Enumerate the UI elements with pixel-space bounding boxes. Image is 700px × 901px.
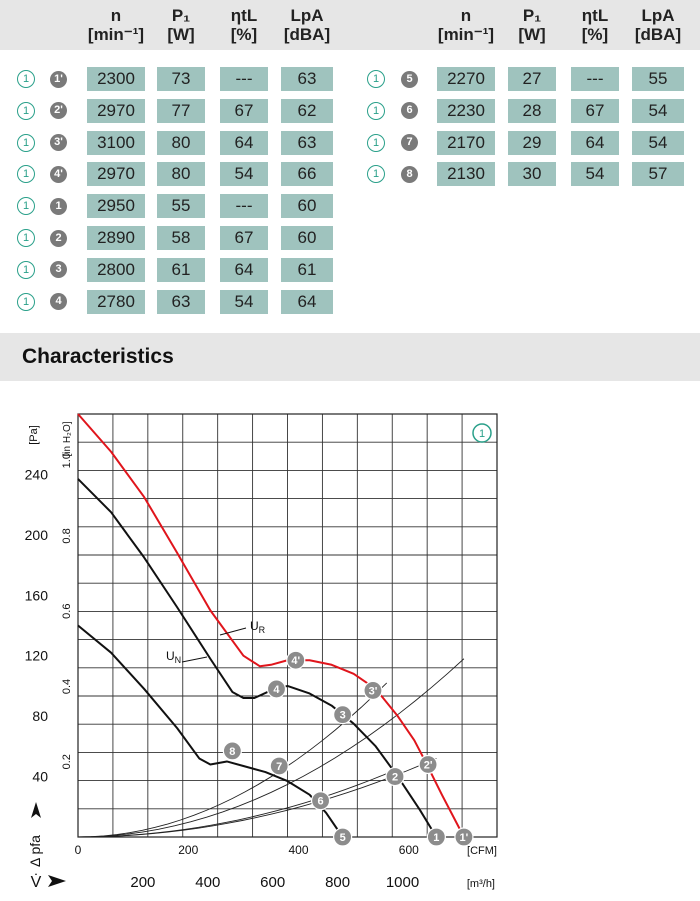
y-tick-pa: 80 — [32, 708, 48, 725]
value-p1: 73 — [157, 67, 205, 91]
value-lpa: 66 — [281, 162, 333, 186]
x-axis-symbol: V̇ — [30, 874, 42, 891]
operating-point-label: 4' — [291, 655, 301, 668]
operating-point-label: 3 — [339, 709, 346, 722]
x-axis-arrow — [48, 875, 66, 887]
value-eta: 64 — [220, 131, 268, 155]
curve-badge: 4 — [50, 293, 67, 310]
operating-point-icon: 1 — [17, 293, 35, 311]
header-n-right — [431, 6, 501, 44]
value-p1: 29 — [508, 131, 556, 155]
value-eta: --- — [571, 67, 619, 91]
y-tick-pa: 240 — [24, 466, 48, 483]
curve-label-un-leader — [182, 657, 207, 662]
operating-point-icon: 1 — [367, 165, 385, 183]
header-eta-left — [214, 6, 274, 44]
header-n-left — [81, 6, 151, 44]
value-lpa: 55 — [632, 67, 684, 91]
value-p1: 80 — [157, 162, 205, 186]
operating-point-icon: 1 — [17, 70, 35, 88]
curve-badge: 1 — [50, 198, 67, 215]
y-axis-symbol: Δ pfa — [27, 835, 43, 867]
value-eta: 67 — [220, 99, 268, 123]
curve-badge: 8 — [401, 166, 418, 183]
operating-point-icon: 1 — [17, 197, 35, 215]
header-unit: [%] — [230, 25, 258, 44]
y-tick-inh2o: 0.6 — [61, 603, 73, 619]
value-n: 2970 — [87, 99, 145, 123]
header-unit: [W] — [167, 25, 195, 44]
curve-label-un: $U_N$ — [166, 649, 182, 665]
header-eta-right — [565, 6, 625, 44]
characteristics-chart — [0, 381, 700, 901]
operating-point-label: 8 — [229, 745, 236, 758]
header-symbol: P₁ — [171, 6, 191, 25]
value-p1: 58 — [157, 226, 205, 250]
curve-badge: 5 — [401, 71, 418, 88]
y-axis-arrow — [31, 802, 41, 818]
curve-badge: 4' — [50, 166, 67, 183]
header-symbol: P₁ — [522, 6, 542, 25]
header-unit: [dBA] — [283, 25, 331, 44]
curve-badge: 1' — [50, 71, 67, 88]
x-tick-m3h: 800 — [325, 874, 351, 891]
x-tick-m3h: 400 — [195, 874, 221, 891]
operating-point-label: 1' — [459, 832, 469, 844]
value-eta: 54 — [220, 162, 268, 186]
value-eta: --- — [220, 67, 268, 91]
x-tick-m3h: 200 — [130, 874, 156, 891]
header-p1-left — [151, 6, 211, 44]
curve-badge: 2' — [50, 102, 67, 119]
curve-set-label: 1 — [478, 428, 486, 440]
header-unit: [dBA] — [634, 25, 682, 44]
value-n: 2890 — [87, 226, 145, 250]
curve-badge: 3' — [50, 134, 67, 151]
operating-point-icon: 1 — [17, 102, 35, 120]
curve-badge: 2 — [50, 230, 67, 247]
x-tick-cfm: 0 — [74, 843, 82, 857]
operating-point-label: 1 — [433, 832, 440, 844]
header-symbol: ηtL — [230, 6, 258, 25]
header-symbol: n — [110, 6, 122, 25]
value-lpa: 57 — [632, 162, 684, 186]
x-tick-m3h: 600 — [260, 874, 286, 891]
header-symbol: LpA — [641, 6, 675, 25]
value-lpa: 63 — [281, 131, 333, 155]
value-eta: 54 — [571, 162, 619, 186]
value-lpa: 60 — [281, 226, 333, 250]
operating-point-label: 5 — [339, 832, 346, 844]
operating-point-icon: 1 — [17, 229, 35, 247]
header-unit: [%] — [581, 25, 609, 44]
y-unit-pa: [Pa] — [28, 425, 40, 445]
header-symbol: ηtL — [581, 6, 609, 25]
operating-point-icon: 1 — [17, 134, 35, 152]
value-n: 2170 — [437, 131, 495, 155]
y-tick-inh2o: 0.4 — [61, 678, 73, 695]
curve-badge: 3 — [50, 261, 67, 278]
operating-point-icon: 1 — [367, 70, 385, 88]
value-n: 3100 — [87, 131, 145, 155]
y-tick-pa: 120 — [24, 647, 48, 664]
value-lpa: 60 — [281, 194, 333, 218]
y-tick-inh2o: 0.8 — [61, 528, 73, 544]
operating-point-icon: 1 — [17, 165, 35, 183]
y-tick-inh2o: 1.0 — [61, 453, 73, 469]
value-n: 2970 — [87, 162, 145, 186]
value-eta: 54 — [220, 290, 268, 314]
value-lpa: 61 — [281, 258, 333, 282]
curve-badge: 7 — [401, 134, 418, 151]
value-n: 2230 — [437, 99, 495, 123]
operating-point-label: 6 — [317, 795, 324, 808]
series-line-1 — [78, 479, 436, 837]
value-p1: 55 — [157, 194, 205, 218]
y-tick-inh2o: 0.2 — [61, 754, 73, 770]
value-p1: 77 — [157, 99, 205, 123]
y-tick-pa: 200 — [24, 526, 48, 543]
value-eta: 67 — [220, 226, 268, 250]
header-unit: [min⁻¹] — [87, 25, 145, 44]
value-n: 2950 — [87, 194, 145, 218]
x-tick-m3h: 1000 — [385, 874, 420, 891]
operating-point-label: 7 — [276, 760, 283, 773]
operating-point-label: 2 — [391, 771, 399, 784]
y-tick-pa: 160 — [24, 587, 48, 604]
value-p1: 27 — [508, 67, 556, 91]
operating-point-label: 4 — [273, 683, 280, 696]
header-unit: [W] — [518, 25, 546, 44]
header-symbol: n — [460, 6, 472, 25]
section-title: Characteristics — [22, 345, 174, 368]
value-n: 2130 — [437, 162, 495, 186]
value-n: 2270 — [437, 67, 495, 91]
operating-point-label: 3' — [368, 685, 378, 698]
value-lpa: 54 — [632, 99, 684, 123]
value-p1: 61 — [157, 258, 205, 282]
x-tick-cfm: 600 — [398, 843, 419, 857]
curve-label-ur: $U_R$ — [250, 619, 266, 635]
value-lpa: 62 — [281, 99, 333, 123]
value-eta: --- — [220, 194, 268, 218]
y-tick-pa: 40 — [32, 768, 48, 785]
operating-point-icon: 1 — [367, 134, 385, 152]
value-eta: 67 — [571, 99, 619, 123]
y-unit-inh2o: [in H₂O] — [62, 421, 73, 457]
value-eta: 64 — [571, 131, 619, 155]
value-lpa: 64 — [281, 290, 333, 314]
operating-point-icon: 1 — [17, 261, 35, 279]
operating-point-icon: 1 — [367, 102, 385, 120]
header-unit: [min⁻¹] — [437, 25, 495, 44]
value-n: 2780 — [87, 290, 145, 314]
value-p1: 80 — [157, 131, 205, 155]
x-unit-m3h: [m³/h] — [466, 878, 495, 890]
value-n: 2300 — [87, 67, 145, 91]
value-p1: 30 — [508, 162, 556, 186]
operating-point-label: 2' — [423, 759, 433, 772]
header-p1-right — [502, 6, 562, 44]
curve-badge: 6 — [401, 102, 418, 119]
value-p1: 63 — [157, 290, 205, 314]
header-symbol: LpA — [290, 6, 324, 25]
x-tick-cfm: 200 — [178, 843, 199, 857]
value-p1: 28 — [508, 99, 556, 123]
x-tick-cfm: 400 — [288, 843, 309, 857]
header-lpa-right — [626, 6, 690, 44]
value-eta: 64 — [220, 258, 268, 282]
system-curve — [78, 769, 398, 837]
value-n: 2800 — [87, 258, 145, 282]
value-lpa: 63 — [281, 67, 333, 91]
header-lpa-left — [275, 6, 339, 44]
x-unit-cfm: [CFM] — [467, 845, 497, 857]
value-lpa: 54 — [632, 131, 684, 155]
